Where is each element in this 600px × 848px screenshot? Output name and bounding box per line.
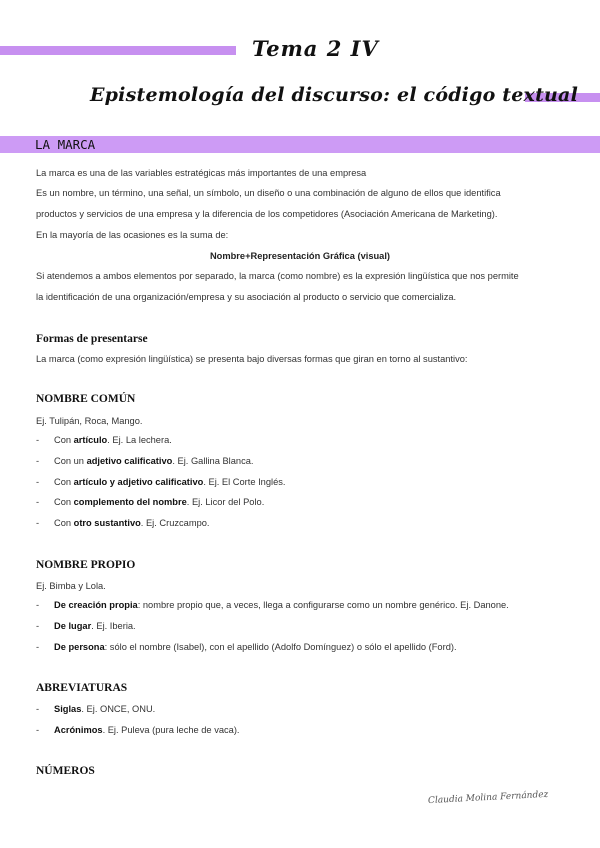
subsection-title-formas: Formas de presentarse [36,333,148,345]
list-item: - Con artículo. Ej. La lechera. [36,435,172,445]
example-line: Ej. Tulipán, Roca, Mango. [36,416,143,426]
paragraph-line: la identificación de una organización/empresa y su asociación al producto o servicio que comercializa. [36,292,457,302]
subsection-title-nombre-comun: NOMBRE COMÚN [36,393,136,405]
paragraph-line: La marca (como expresión lingüística) se presenta bajo diversas formas que giran en torno al sustantivo: [36,354,468,364]
document-title: Epistemología del discurso: el código textual [90,84,578,106]
list-item: - Con un adjetivo calificativo. Ej. Gallina Blanca. [36,456,254,466]
decorative-bar-top [0,46,236,55]
document-topic-number: Tema 2 IV [252,36,379,61]
list-item: - De creación propia: nombre propio que, a veces, llega a configurarse como un nombre genérico. Ej. Danone. [36,600,509,610]
list-item: - Con otro sustantivo. Ej. Cruzcampo. [36,518,210,528]
paragraph-line: productos y servicios de una empresa y la diferencia de los competidores (Asociación Americana de Marketing). [36,209,498,219]
list-item: - De persona: sólo el nombre (Isabel), con el apellido (Adolfo Domínguez) o sólo el apellido (Ford). [36,642,457,652]
paragraph-line: La marca es una de las variables estratégicas más importantes de una empresa [36,168,367,178]
subsection-title-abreviaturas: ABREVIATURAS [36,682,128,694]
paragraph-line: Si atendemos a ambos elementos por separado, la marca (como nombre) es la expresión lingüística que nos permite [36,271,519,281]
formula-line: Nombre+Representación Gráfica (visual) [209,251,391,261]
list-item: - Acrónimos. Ej. Puleva (pura leche de vaca). [36,725,240,735]
paragraph-line: En la mayoría de las ocasiones es la suma de: [36,230,229,240]
list-item: - Con artículo y adjetivo calificativo. Ej. El Corte Inglés. [36,477,286,487]
subsection-title-nombre-propio: NOMBRE PROPIO [36,559,136,571]
paragraph-line: Es un nombre, un término, una señal, un símbolo, un diseño o una combinación de alguno de ellos que identifica [36,188,501,198]
author-signature: Claudia Molina Fernández [427,789,549,807]
example-line: Ej. Bimba y Lola. [36,581,106,591]
list-item: - Con complemento del nombre. Ej. Licor del Polo. [36,497,265,507]
list-item: - Siglas. Ej. ONCE, ONU. [36,704,156,714]
subsection-title-numeros: NÚMEROS [36,765,95,777]
list-item: - De lugar. Ej. Iberia. [36,621,136,631]
section-heading: LA MARCA [35,137,96,152]
